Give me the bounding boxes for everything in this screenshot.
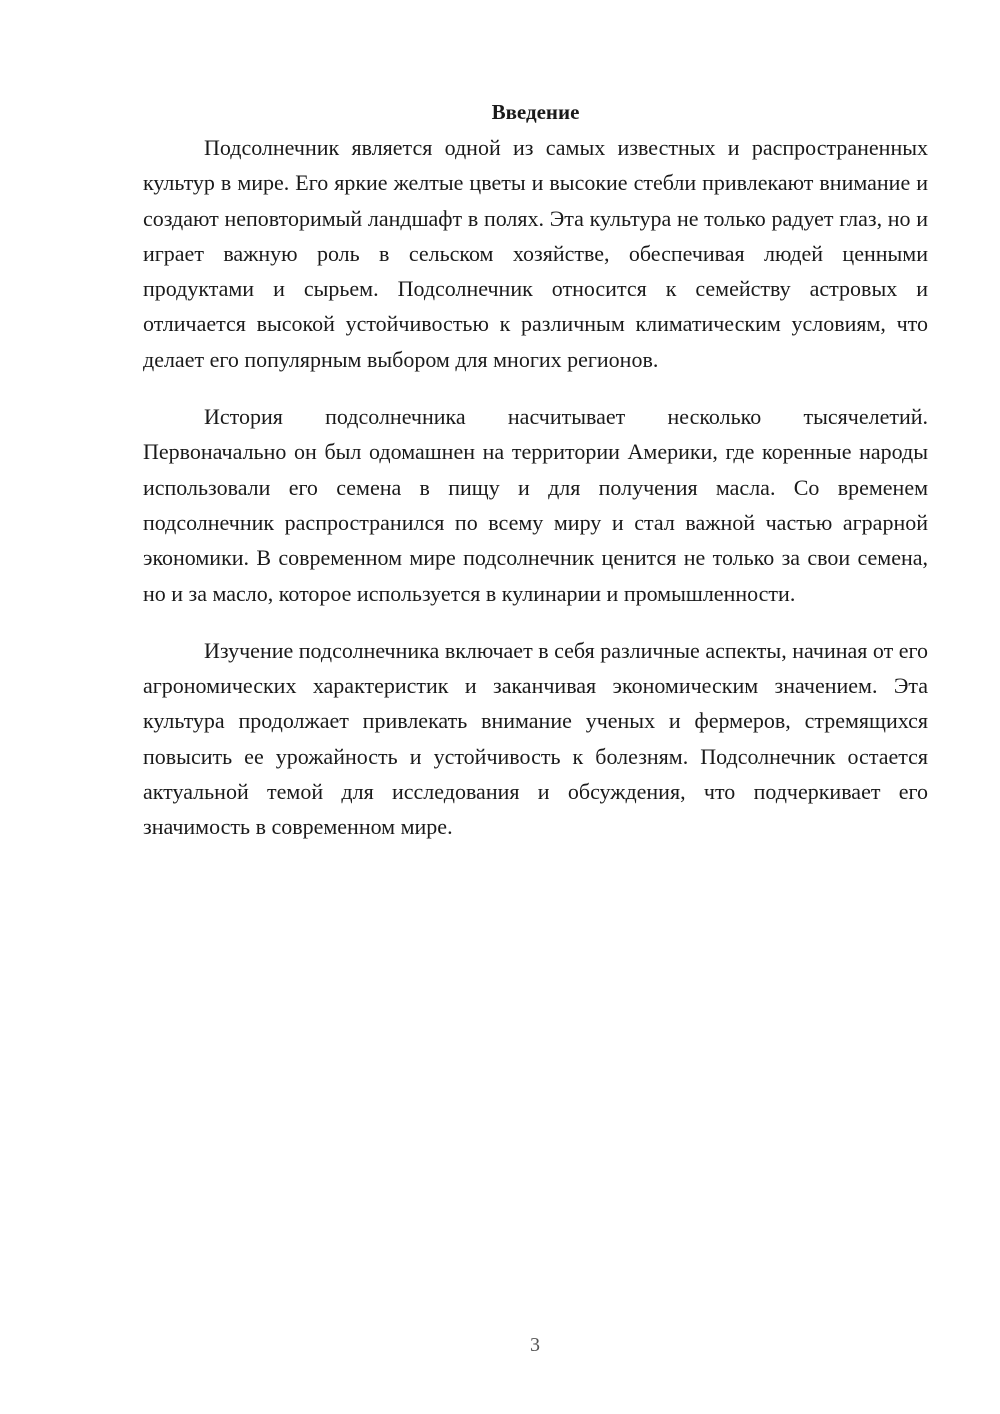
- paragraph-3: Изучение подсолнечника включает в себя различные аспекты, начиная от его агрономических характеристик и заканчивая экономическим значением. Эта культура продолжает привлекать внимание ученых и фермеров, стремящихся повысить ее урожайность и устойчивость к болезням. Подсолнечник остается актуальной темой для исследования и обсуждения, что подчеркивает его значимость в современном мире.: [143, 637, 928, 840]
- paragraph-1: Подсолнечник является одной из самых известных и распространенных культур в мире. Его яркие желтые цветы и высокие стебли привлекают внимание и создают неповторимый ландшафт в полях. Эта культура не только радует глаз, но и играет важную роль в сельском хозяйстве, обеспечивая людей ценными продуктами и сырьем. Подсолнечник относится к семейству астровых и отличается высокой устойчивостью к различным климатическим условиям, что делает его популярным выбором для многих регионов.: [143, 135, 928, 372]
- page-content: [143, 94, 928, 867]
- page-number: 3: [530, 1334, 540, 1356]
- paragraph-2: История подсолнечника насчитывает несколько тысячелетий. Первоначально он был одомашнен на территории Америки, где коренные народы использовали его семена в пищу и для получения масла. Со временем подсолнечник распространился по всему миру и стал важной частью аграрной экономики. В современном мире подсолнечник ценится не только за свои семена, но и за масло, которое используется в кулинарии и промышленности.: [143, 404, 928, 606]
- section-title: Введение: [491, 100, 580, 124]
